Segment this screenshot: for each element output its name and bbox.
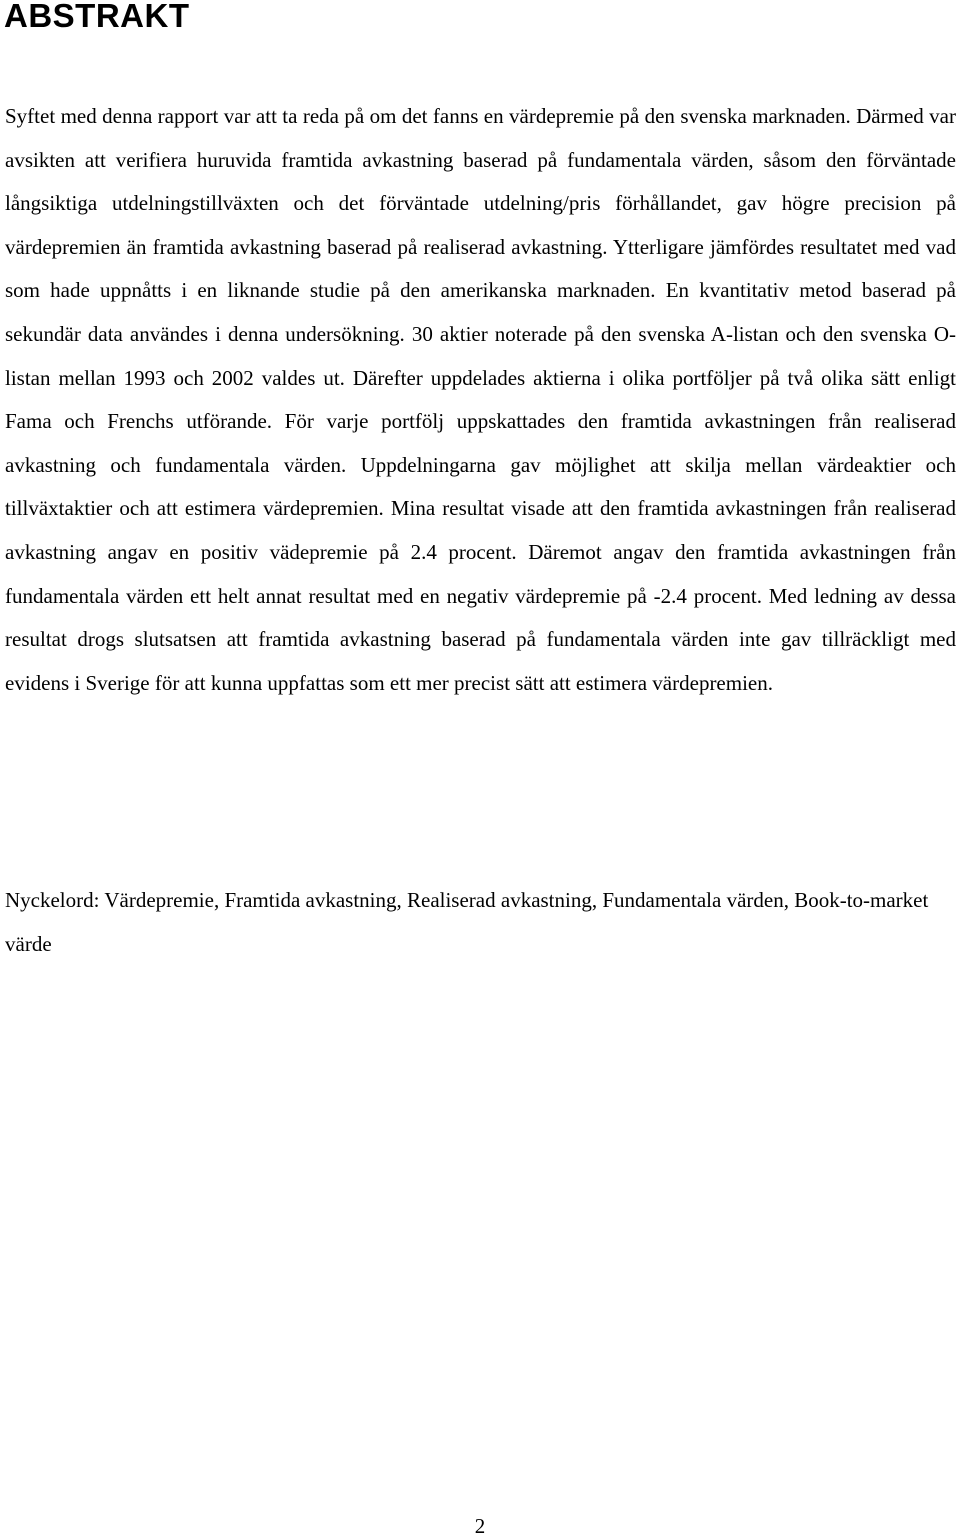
- page-number: 2: [474, 1514, 486, 1538]
- page-title: ABSTRAKT: [4, 0, 190, 34]
- keywords-paragraph: Nyckelord: Värdepremie, Framtida avkastning, Realiserad avkastning, Fundamentala värden, Book-to-market värde: [5, 888, 929, 956]
- abstract-paragraph: Syftet med denna rapport var att ta reda på om det fanns en värdepremie på den svenska marknaden. Därmed var avsikten att verifiera huruvida framtida avkastning baserad på fundamentala värden, såsom den förväntade långsiktiga utdelningstillväxten och det förväntade utdelning/pris förhållandet, gav högre precision på värdepremien än framtida avkastning baserad på realiserad avkastning. Ytterligare jämfördes resultatet med vad som hade uppnåtts i en liknande studie på den amerikanska marknaden. En kvantitativ metod baserad på sekundär data användes i denna undersökning. 30 aktier noterade på den svenska A-listan och den svenska O-listan mellan 1993 och 2002 valdes ut. Därefter uppdelades aktierna i olika portföljer på två olika sätt enligt Fama och Frenchs utförande. För varje portfölj uppskattades den framtida avkastningen från realiserad avkastning och fundamentala värden. Uppdelningarna gav möjlighet att skilja mellan värdeaktier och tillväxtaktier och att estimera värdepremien. Mina resultat visade att den framtida avkastningen från realiserad avkastning angav en positiv vädepremie på 2.4 procent. Däremot angav den framtida avkastningen från fundamentala värden ett helt annat resultat med en negativ värdepremie på -2.4 procent. Med ledning av dessa resultat drogs slutsatsen att framtida avkastning baserad på fundamentala värden inte gav tillräckligt med evidens i Sverige för att kunna uppfattas som ett mer precist sätt att estimera värdepremien.: [5, 104, 956, 695]
